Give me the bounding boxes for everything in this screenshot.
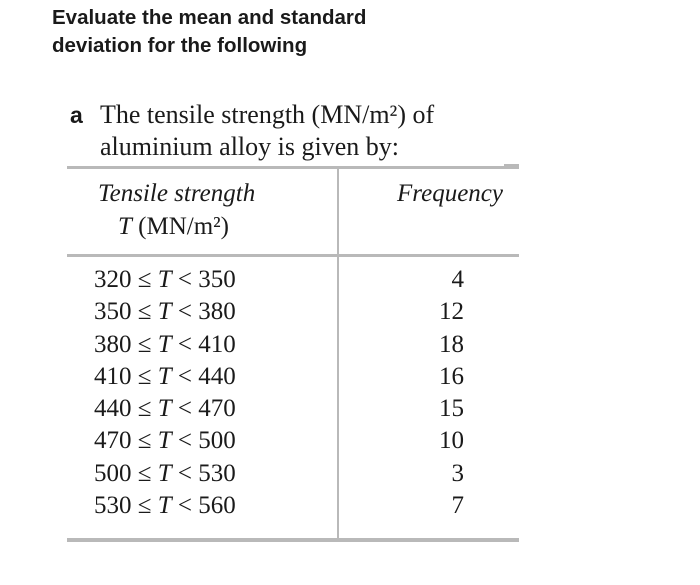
column-header-frequency: Frequency — [397, 180, 503, 207]
interval-lower: 530 — [94, 492, 132, 520]
frequency-cell: 15 — [439, 395, 464, 423]
heading-line-1: Evaluate the mean and standard — [52, 6, 367, 29]
interval-cell — [94, 329, 236, 361]
interval-cell — [94, 264, 236, 296]
frequency-table-body — [94, 264, 464, 522]
interval-upper: 380 — [198, 298, 236, 326]
frequency-cell: 10 — [439, 427, 464, 455]
frequency-cell: 7 — [451, 492, 464, 520]
interval-variable: T — [157, 492, 172, 520]
interval-variable: T — [157, 266, 172, 293]
frequency-cell: 16 — [439, 362, 464, 390]
question-line-2: aluminium alloy is given by: — [100, 132, 399, 161]
less-equal-sign: ≤ — [131, 330, 158, 358]
interval-lower: 500 — [94, 459, 132, 487]
interval-variable: T — [157, 427, 172, 455]
less-than-sign: < — [171, 427, 199, 455]
heading-line-2: deviation for the following — [52, 34, 308, 57]
interval-cell — [94, 490, 236, 522]
question-line-1: The tensile strength (MN/m²) of — [100, 100, 435, 129]
table-bottom-rule — [67, 538, 519, 542]
frequency-cell: 3 — [451, 459, 464, 487]
interval-lower: 350 — [94, 298, 132, 326]
interval-upper: 410 — [198, 330, 236, 358]
less-equal-sign: ≤ — [131, 492, 158, 520]
less-equal-sign: ≤ — [131, 427, 158, 455]
less-than-sign: < — [171, 266, 199, 293]
less-than-sign: < — [171, 330, 199, 358]
interval-upper: 440 — [198, 362, 236, 390]
question-heading — [52, 4, 612, 60]
less-equal-sign: ≤ — [131, 362, 158, 390]
table-top-rule-tick — [504, 164, 519, 167]
interval-cell — [94, 393, 236, 425]
table-row — [94, 490, 464, 522]
interval-upper: 470 — [198, 395, 236, 423]
less-equal-sign: ≤ — [131, 395, 158, 423]
interval-lower: 320 — [94, 266, 132, 293]
less-than-sign: < — [171, 298, 199, 326]
column-header-unit-line — [98, 210, 298, 243]
interval-lower: 470 — [94, 427, 132, 455]
interval-upper: 560 — [198, 492, 236, 520]
less-than-sign: < — [171, 492, 199, 520]
table-top-rule — [67, 166, 519, 169]
interval-variable: T — [157, 298, 172, 326]
less-than-sign: < — [171, 395, 199, 423]
less-equal-sign: ≤ — [131, 459, 158, 487]
less-equal-sign: ≤ — [131, 298, 158, 326]
table-row — [94, 361, 464, 393]
interval-cell — [94, 425, 236, 457]
table-row — [94, 296, 464, 328]
interval-variable: T — [157, 459, 172, 487]
interval-cell — [94, 458, 236, 490]
column-header-unit: (MN/m²) — [131, 213, 229, 240]
interval-lower: 380 — [94, 330, 132, 358]
interval-upper: 530 — [198, 459, 236, 487]
column-header-tensile-strength — [98, 177, 298, 243]
interval-upper: 500 — [198, 427, 236, 455]
interval-cell — [94, 296, 236, 328]
interval-lower: 440 — [94, 395, 132, 423]
interval-variable: T — [157, 395, 172, 423]
column-header-variable: T — [118, 213, 132, 240]
interval-cell — [94, 361, 236, 393]
frequency-cell: 18 — [439, 330, 464, 358]
interval-variable: T — [157, 362, 172, 390]
question-prompt — [70, 99, 530, 163]
table-row — [94, 393, 464, 425]
less-equal-sign: ≤ — [131, 266, 158, 293]
less-than-sign: < — [171, 459, 199, 487]
table-row — [94, 264, 464, 296]
table-row — [94, 329, 464, 361]
interval-variable: T — [157, 330, 172, 358]
table-row — [94, 458, 464, 490]
frequency-cell: 4 — [451, 266, 464, 293]
column-header-title: Tensile strength — [98, 180, 256, 207]
question-letter: a — [70, 102, 83, 128]
frequency-cell: 12 — [439, 298, 464, 326]
interval-upper: 350 — [198, 266, 236, 293]
less-than-sign: < — [171, 362, 199, 390]
interval-lower: 410 — [94, 362, 132, 390]
table-header-rule — [67, 254, 519, 257]
table-row — [94, 425, 464, 457]
